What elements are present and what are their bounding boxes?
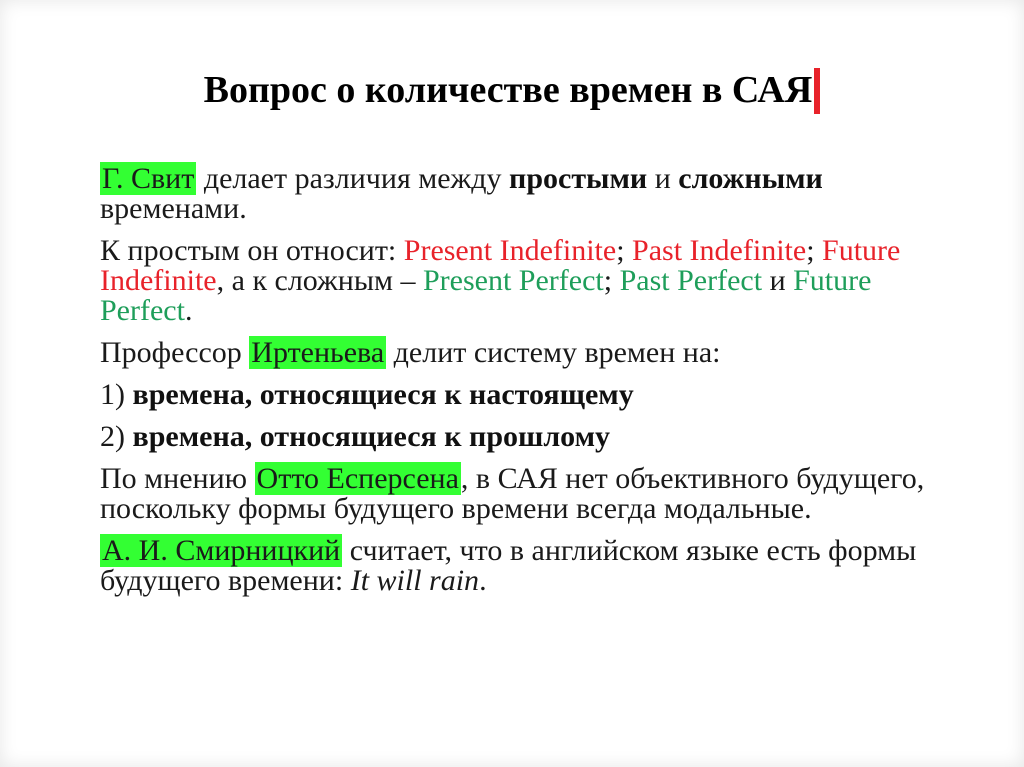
text-span: . [184, 294, 193, 327]
paragraph-smirnitsky [100, 536, 940, 596]
text-span: ; [806, 234, 823, 267]
tense-future-perfect: Future Perfect [100, 264, 872, 327]
slide-body [100, 164, 940, 608]
highlight-name-jespersen: Отто Есперсена [256, 462, 459, 495]
text-span: делает различия между [196, 162, 510, 195]
text-span: временами. [100, 192, 247, 225]
text-span: ; [603, 264, 620, 297]
tense-past-perfect: Past Perfect [619, 264, 763, 297]
slide-title [0, 68, 1024, 114]
text-span: Профессор [100, 336, 250, 369]
text-span: , а к сложным – [216, 264, 423, 297]
text-span: считает, что в английском языке есть формы будущего времени: [100, 534, 917, 597]
text-span: делит систему времен на: [386, 336, 721, 369]
text-span: ; [616, 234, 633, 267]
example-sentence: It will rain [350, 564, 480, 597]
highlight-name-irtenyeva: Иртеньева [251, 336, 385, 369]
bold-present-tenses: времена, относящиеся к настоящему [132, 378, 634, 411]
title-text: Вопрос о количестве времен в САЯ [203, 69, 813, 111]
bold-complex: сложными [678, 162, 823, 195]
text-span: По мнению [100, 462, 255, 495]
text-cursor-marker [814, 68, 820, 114]
highlight-name-smirnitsky: А. И. Смирницкий [102, 534, 341, 567]
text-span: и [762, 264, 794, 297]
list-number: 2) [100, 420, 133, 453]
paragraph-tense-list [100, 236, 940, 326]
highlight-name-sweet: Г. Свит [102, 162, 195, 195]
list-item-present [100, 380, 940, 410]
tense-present-indefinite: Present Indefinite [403, 234, 617, 267]
paragraph-jespersen [100, 464, 940, 524]
tense-present-perfect: Present Perfect [422, 264, 604, 297]
paragraph-irtenyeva [100, 338, 940, 368]
list-item-past [100, 422, 940, 452]
text-span: К простым он относит: [100, 234, 404, 267]
bold-past-tenses: времена, относящиеся к прошлому [132, 420, 611, 453]
tense-future-indefinite: Future Indefinite [100, 234, 901, 297]
text-span: . [479, 564, 487, 597]
paragraph-sweet [100, 164, 940, 224]
list-number: 1) [100, 378, 133, 411]
text-span: , в САЯ нет объективного будущего, поскольку формы будущего времени всегда модальные. [100, 462, 925, 525]
text-span: и [647, 162, 679, 195]
bold-simple: простыми [509, 162, 648, 195]
tense-past-indefinite: Past Indefinite [632, 234, 807, 267]
